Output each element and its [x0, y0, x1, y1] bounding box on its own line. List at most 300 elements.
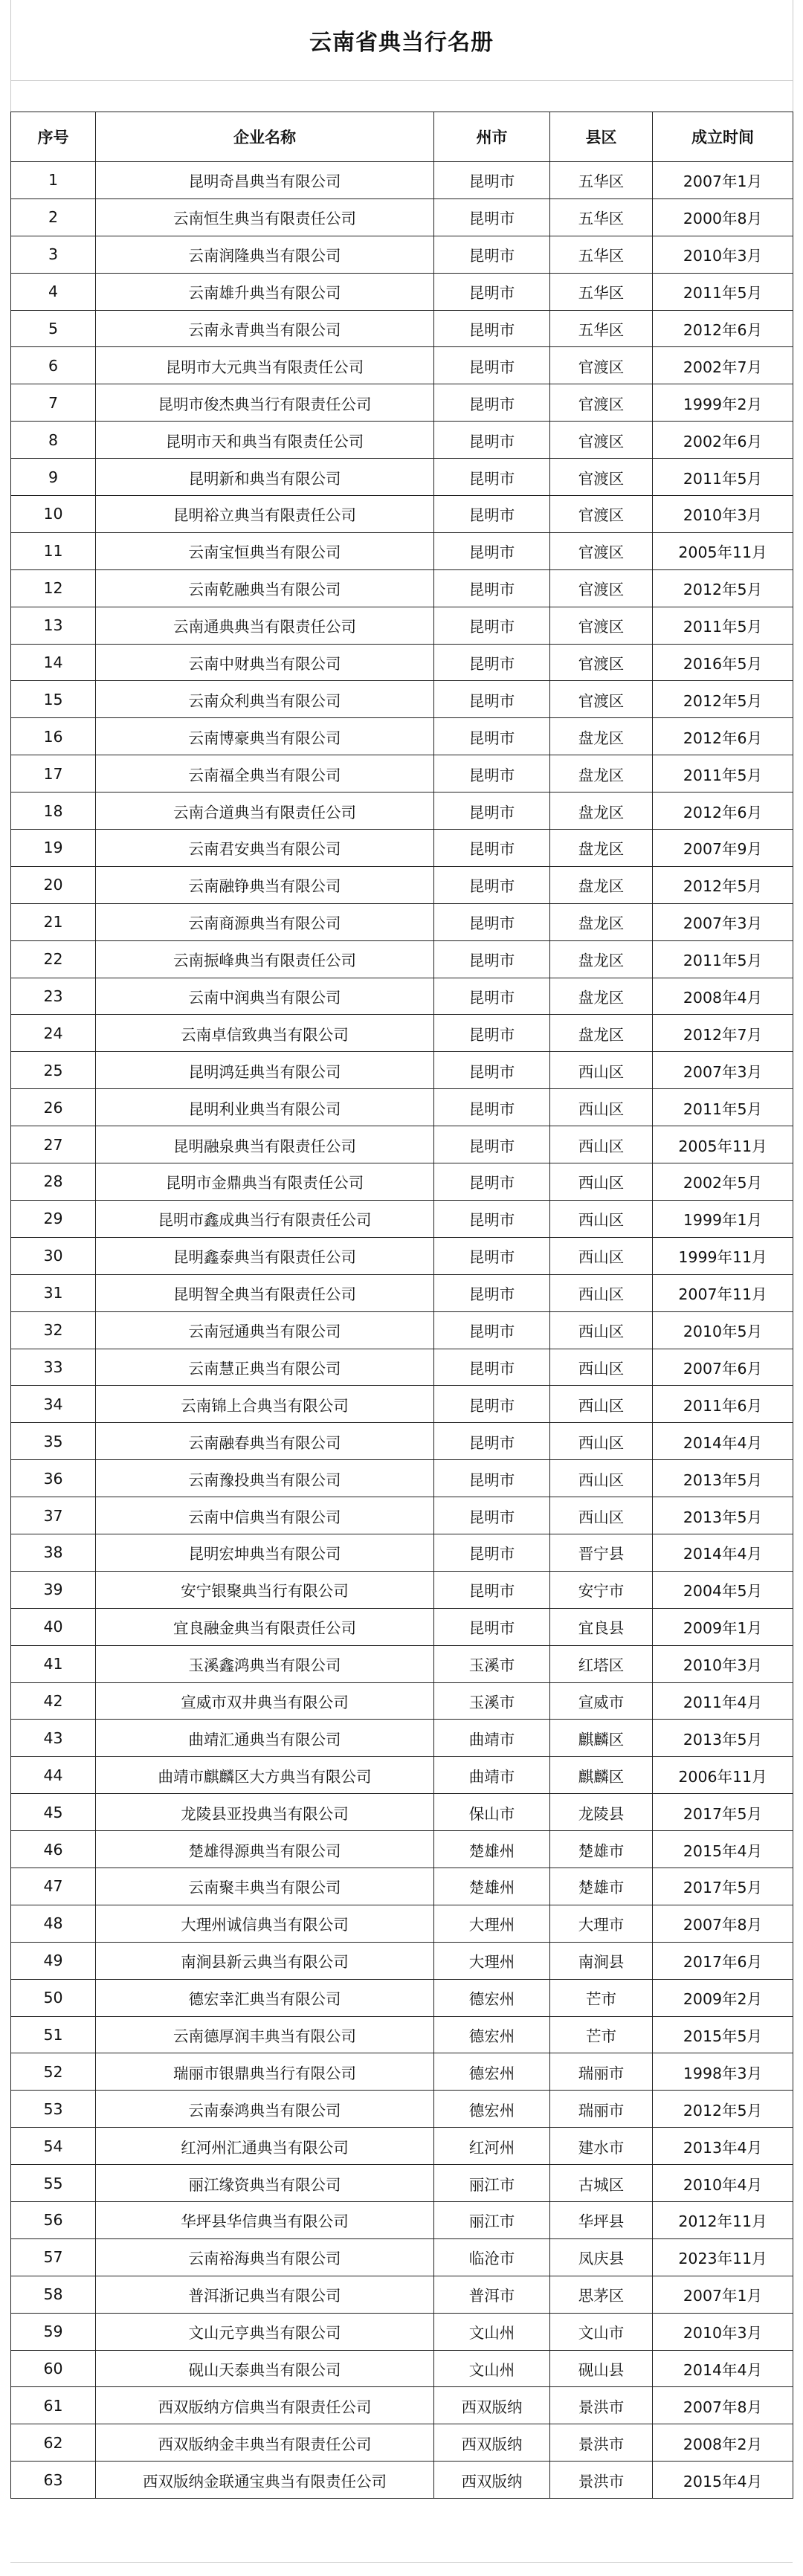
cell-established-date: 2007年8月	[653, 1905, 793, 1942]
table-row	[11, 2165, 793, 2202]
table-row	[11, 1460, 793, 1497]
cell-seq: 1	[11, 162, 96, 199]
cell-established-date: 2011年5月	[653, 940, 793, 978]
table-row	[11, 2053, 793, 2091]
cell-county: 西山区	[550, 1163, 653, 1201]
table-row	[11, 2238, 793, 2276]
cell-city: 昆明市	[434, 310, 550, 347]
cell-company-name: 楚雄得源典当有限公司	[96, 1831, 434, 1868]
cell-city: 昆明市	[434, 347, 550, 384]
cell-established-date: 2015年4月	[653, 1831, 793, 1868]
cell-company-name: 瑞丽市银鼎典当行有限公司	[96, 2053, 434, 2091]
cell-company-name: 昆明鸿廷典当有限公司	[96, 1052, 434, 1089]
cell-seq: 37	[11, 1497, 96, 1534]
cell-city: 昆明市	[434, 496, 550, 533]
cell-seq: 39	[11, 1571, 96, 1608]
cell-established-date: 2008年4月	[653, 978, 793, 1015]
cell-company-name: 德宏幸汇典当有限公司	[96, 1979, 434, 2016]
cell-established-date: 2011年4月	[653, 1682, 793, 1720]
cell-seq: 20	[11, 866, 96, 903]
cell-county: 官渡区	[550, 422, 653, 459]
cell-company-name: 云南融春典当有限公司	[96, 1423, 434, 1460]
cell-established-date: 1998年3月	[653, 2053, 793, 2091]
table-row	[11, 755, 793, 793]
cell-seq: 33	[11, 1349, 96, 1386]
table-row	[11, 310, 793, 347]
column-header-county: 县区	[550, 112, 653, 162]
cell-company-name: 云南泰鸿典当有限公司	[96, 2091, 434, 2128]
cell-established-date: 2002年6月	[653, 422, 793, 459]
cell-city: 红河州	[434, 2128, 550, 2165]
cell-city: 昆明市	[434, 1274, 550, 1311]
cell-county: 官渡区	[550, 384, 653, 422]
cell-established-date: 2004年5月	[653, 1571, 793, 1608]
cell-company-name: 云南聚丰典当有限公司	[96, 1868, 434, 1905]
cell-county: 芒市	[550, 2016, 653, 2053]
cell-county: 西山区	[550, 1052, 653, 1089]
cell-established-date: 2013年4月	[653, 2128, 793, 2165]
cell-company-name: 昆明市鑫成典当行有限责任公司	[96, 1200, 434, 1237]
cell-company-name: 昆明融泉典当有限责任公司	[96, 1126, 434, 1163]
cell-county: 盘龙区	[550, 940, 653, 978]
cell-county: 五华区	[550, 236, 653, 273]
cell-established-date: 2012年7月	[653, 1015, 793, 1052]
cell-company-name: 华坪县华信典当有限公司	[96, 2201, 434, 2238]
cell-company-name: 西双版纳金丰典当有限责任公司	[96, 2424, 434, 2462]
table-row	[11, 236, 793, 273]
table-row	[11, 1831, 793, 1868]
cell-established-date: 2011年5月	[653, 273, 793, 310]
cell-seq: 10	[11, 496, 96, 533]
cell-company-name: 云南裕海典当有限公司	[96, 2238, 434, 2276]
cell-county: 宜良县	[550, 1608, 653, 1645]
cell-city: 昆明市	[434, 1497, 550, 1534]
gridline	[10, 0, 11, 112]
cell-seq: 36	[11, 1460, 96, 1497]
cell-city: 楚雄州	[434, 1868, 550, 1905]
cell-county: 楚雄市	[550, 1868, 653, 1905]
cell-seq: 15	[11, 681, 96, 718]
cell-established-date: 1999年1月	[653, 1200, 793, 1237]
cell-company-name: 文山元亨典当有限公司	[96, 2313, 434, 2350]
cell-company-name: 云南众利典当有限公司	[96, 681, 434, 718]
cell-city: 玉溪市	[434, 1645, 550, 1682]
cell-established-date: 2017年6月	[653, 1942, 793, 1979]
cell-company-name: 云南中财典当有限公司	[96, 644, 434, 681]
cell-established-date: 2007年6月	[653, 1349, 793, 1386]
cell-company-name: 云南冠通典当有限公司	[96, 1311, 434, 1349]
cell-company-name: 云南中信典当有限公司	[96, 1497, 434, 1534]
cell-city: 昆明市	[434, 607, 550, 644]
cell-seq: 43	[11, 1720, 96, 1757]
cell-county: 龙陵县	[550, 1794, 653, 1831]
cell-city: 昆明市	[434, 422, 550, 459]
cell-established-date: 2011年5月	[653, 1089, 793, 1126]
cell-seq: 9	[11, 459, 96, 496]
cell-company-name: 云南卓信致典当有限公司	[96, 1015, 434, 1052]
table-row	[11, 1015, 793, 1052]
cell-city: 德宏州	[434, 2091, 550, 2128]
cell-established-date: 2014年4月	[653, 2350, 793, 2387]
cell-county: 文山市	[550, 2313, 653, 2350]
cell-city: 丽江市	[434, 2201, 550, 2238]
document-title: 云南省典当行名册	[309, 30, 494, 56]
cell-company-name: 云南德厚润丰典当有限公司	[96, 2016, 434, 2053]
cell-county: 盘龙区	[550, 866, 653, 903]
cell-city: 大理州	[434, 1942, 550, 1979]
cell-seq: 27	[11, 1126, 96, 1163]
cell-city: 昆明市	[434, 1460, 550, 1497]
column-header-name: 企业名称	[96, 112, 434, 162]
cell-seq: 41	[11, 1645, 96, 1682]
cell-city: 昆明市	[434, 532, 550, 569]
table-row	[11, 1349, 793, 1386]
cell-established-date: 2002年5月	[653, 1163, 793, 1201]
cell-established-date: 2012年6月	[653, 793, 793, 830]
table-row	[11, 1497, 793, 1534]
cell-company-name: 宜良融金典当有限责任公司	[96, 1608, 434, 1645]
cell-established-date: 2009年1月	[653, 1608, 793, 1645]
cell-established-date: 2014年4月	[653, 1534, 793, 1571]
cell-seq: 34	[11, 1386, 96, 1423]
cell-seq: 55	[11, 2165, 96, 2202]
cell-established-date: 2007年1月	[653, 2276, 793, 2313]
table-row	[11, 1571, 793, 1608]
cell-established-date: 2010年3月	[653, 496, 793, 533]
cell-company-name: 云南乾融典当有限公司	[96, 569, 434, 607]
cell-company-name: 云南雄升典当有限公司	[96, 273, 434, 310]
cell-established-date: 2005年11月	[653, 532, 793, 569]
cell-established-date: 2017年5月	[653, 1868, 793, 1905]
cell-established-date: 2010年3月	[653, 236, 793, 273]
cell-city: 昆明市	[434, 1349, 550, 1386]
cell-company-name: 红河州汇通典当有限公司	[96, 2128, 434, 2165]
cell-city: 昆明市	[434, 978, 550, 1015]
cell-established-date: 2002年7月	[653, 347, 793, 384]
cell-city: 昆明市	[434, 162, 550, 199]
cell-established-date: 2013年5月	[653, 1460, 793, 1497]
cell-city: 文山州	[434, 2313, 550, 2350]
cell-established-date: 2014年4月	[653, 1423, 793, 1460]
cell-seq: 6	[11, 347, 96, 384]
table-row	[11, 2424, 793, 2462]
table-row	[11, 1126, 793, 1163]
cell-county: 官渡区	[550, 496, 653, 533]
cell-county: 西山区	[550, 1423, 653, 1460]
cell-seq: 4	[11, 273, 96, 310]
cell-county: 晋宁县	[550, 1534, 653, 1571]
cell-established-date: 2007年3月	[653, 1052, 793, 1089]
cell-company-name: 昆明市天和典当有限责任公司	[96, 422, 434, 459]
cell-seq: 18	[11, 793, 96, 830]
column-header-date: 成立时间	[653, 112, 793, 162]
cell-city: 玉溪市	[434, 1682, 550, 1720]
cell-company-name: 龙陵县亚投典当有限公司	[96, 1794, 434, 1831]
cell-city: 昆明市	[434, 681, 550, 718]
cell-county: 西山区	[550, 1386, 653, 1423]
table-body	[11, 162, 793, 2499]
cell-company-name: 云南豫投典当有限公司	[96, 1460, 434, 1497]
pawnshop-roster-table	[10, 112, 793, 2499]
cell-established-date: 2013年5月	[653, 1720, 793, 1757]
cell-company-name: 昆明裕立典当有限责任公司	[96, 496, 434, 533]
cell-company-name: 云南宝恒典当有限公司	[96, 532, 434, 569]
cell-established-date: 2007年11月	[653, 1274, 793, 1311]
table-row	[11, 496, 793, 533]
gridline	[10, 2562, 793, 2563]
cell-established-date: 2005年11月	[653, 1126, 793, 1163]
cell-seq: 13	[11, 607, 96, 644]
cell-county: 西山区	[550, 1200, 653, 1237]
cell-seq: 49	[11, 1942, 96, 1979]
cell-company-name: 宣威市双井典当有限公司	[96, 1682, 434, 1720]
cell-city: 昆明市	[434, 755, 550, 793]
cell-company-name: 曲靖汇通典当有限公司	[96, 1720, 434, 1757]
table-row	[11, 1905, 793, 1942]
cell-seq: 54	[11, 2128, 96, 2165]
cell-company-name: 西双版纳金联通宝典当有限责任公司	[96, 2462, 434, 2499]
cell-seq: 23	[11, 978, 96, 1015]
cell-city: 西双版纳	[434, 2424, 550, 2462]
gridline	[10, 80, 793, 81]
cell-established-date: 2012年5月	[653, 866, 793, 903]
table-row	[11, 1089, 793, 1126]
cell-city: 昆明市	[434, 1200, 550, 1237]
cell-company-name: 昆明市大元典当有限责任公司	[96, 347, 434, 384]
cell-county: 五华区	[550, 273, 653, 310]
cell-seq: 50	[11, 1979, 96, 2016]
cell-seq: 22	[11, 940, 96, 978]
table-row	[11, 1274, 793, 1311]
table-row	[11, 198, 793, 236]
cell-company-name: 南涧县新云典当有限公司	[96, 1942, 434, 1979]
cell-city: 昆明市	[434, 384, 550, 422]
cell-county: 官渡区	[550, 569, 653, 607]
table-row	[11, 2128, 793, 2165]
cell-company-name: 玉溪鑫鸿典当有限公司	[96, 1645, 434, 1682]
cell-county: 西山区	[550, 1311, 653, 1349]
cell-company-name: 昆明利业典当有限公司	[96, 1089, 434, 1126]
cell-county: 盘龙区	[550, 718, 653, 755]
cell-established-date: 2013年5月	[653, 1497, 793, 1534]
cell-seq: 53	[11, 2091, 96, 2128]
cell-seq: 62	[11, 2424, 96, 2462]
table-row	[11, 1645, 793, 1682]
cell-seq: 12	[11, 569, 96, 607]
cell-county: 红塔区	[550, 1645, 653, 1682]
cell-established-date: 2007年9月	[653, 830, 793, 867]
cell-county: 凤庆县	[550, 2238, 653, 2276]
table-row	[11, 718, 793, 755]
cell-city: 昆明市	[434, 1423, 550, 1460]
cell-seq: 59	[11, 2313, 96, 2350]
table-row	[11, 978, 793, 1015]
table-row	[11, 1682, 793, 1720]
cell-seq: 32	[11, 1311, 96, 1349]
cell-company-name: 大理州诚信典当有限公司	[96, 1905, 434, 1942]
cell-county: 盘龙区	[550, 978, 653, 1015]
cell-seq: 52	[11, 2053, 96, 2091]
cell-company-name: 安宁银聚典当行有限公司	[96, 1571, 434, 1608]
cell-seq: 42	[11, 1682, 96, 1720]
table-row	[11, 2201, 793, 2238]
cell-county: 西山区	[550, 1349, 653, 1386]
column-header-seq: 序号	[11, 112, 96, 162]
cell-established-date: 2010年3月	[653, 2313, 793, 2350]
cell-established-date: 2009年2月	[653, 1979, 793, 2016]
cell-established-date: 2017年5月	[653, 1794, 793, 1831]
table-row	[11, 2313, 793, 2350]
cell-company-name: 昆明宏坤典当有限公司	[96, 1534, 434, 1571]
cell-county: 官渡区	[550, 644, 653, 681]
cell-company-name: 云南君安典当有限公司	[96, 830, 434, 867]
cell-company-name: 砚山天泰典当有限公司	[96, 2350, 434, 2387]
cell-seq: 45	[11, 1794, 96, 1831]
cell-city: 昆明市	[434, 569, 550, 607]
cell-city: 德宏州	[434, 2016, 550, 2053]
cell-company-name: 云南合道典当有限责任公司	[96, 793, 434, 830]
table-row	[11, 1386, 793, 1423]
cell-seq: 44	[11, 1757, 96, 1794]
cell-city: 昆明市	[434, 866, 550, 903]
table-row	[11, 1794, 793, 1831]
table-row	[11, 347, 793, 384]
cell-company-name: 云南福全典当有限公司	[96, 755, 434, 793]
cell-county: 瑞丽市	[550, 2091, 653, 2128]
cell-county: 五华区	[550, 310, 653, 347]
cell-established-date: 1999年11月	[653, 1237, 793, 1274]
cell-seq: 56	[11, 2201, 96, 2238]
cell-seq: 29	[11, 1200, 96, 1237]
cell-established-date: 2012年11月	[653, 2201, 793, 2238]
cell-company-name: 云南慧正典当有限公司	[96, 1349, 434, 1386]
cell-company-name: 昆明新和典当有限公司	[96, 459, 434, 496]
table-row	[11, 2462, 793, 2499]
cell-seq: 5	[11, 310, 96, 347]
cell-city: 西双版纳	[434, 2462, 550, 2499]
cell-city: 昆明市	[434, 1311, 550, 1349]
cell-city: 楚雄州	[434, 1831, 550, 1868]
table-row	[11, 1163, 793, 1201]
cell-county: 官渡区	[550, 532, 653, 569]
cell-city: 昆明市	[434, 903, 550, 940]
cell-county: 盘龙区	[550, 830, 653, 867]
cell-company-name: 云南通典典当有限责任公司	[96, 607, 434, 644]
cell-company-name: 昆明市俊杰典当行有限责任公司	[96, 384, 434, 422]
cell-established-date: 2010年4月	[653, 2165, 793, 2202]
table-row	[11, 1979, 793, 2016]
cell-seq: 51	[11, 2016, 96, 2053]
cell-established-date: 2011年6月	[653, 1386, 793, 1423]
table-row	[11, 1868, 793, 1905]
cell-county: 景洪市	[550, 2462, 653, 2499]
cell-seq: 17	[11, 755, 96, 793]
cell-company-name: 云南润隆典当有限公司	[96, 236, 434, 273]
cell-company-name: 云南振峰典当有限责任公司	[96, 940, 434, 978]
cell-established-date: 2007年8月	[653, 2387, 793, 2424]
cell-county: 五华区	[550, 162, 653, 199]
cell-established-date: 2015年4月	[653, 2462, 793, 2499]
table-row	[11, 681, 793, 718]
cell-county: 景洪市	[550, 2424, 653, 2462]
cell-seq: 31	[11, 1274, 96, 1311]
table-row	[11, 830, 793, 867]
cell-company-name: 云南博豪典当有限公司	[96, 718, 434, 755]
table-row	[11, 1942, 793, 1979]
cell-city: 曲靖市	[434, 1757, 550, 1794]
table-row	[11, 1200, 793, 1237]
cell-established-date: 2000年8月	[653, 198, 793, 236]
cell-company-name: 云南融铮典当有限公司	[96, 866, 434, 903]
cell-seq: 28	[11, 1163, 96, 1201]
cell-county: 西山区	[550, 1460, 653, 1497]
cell-established-date: 2011年5月	[653, 607, 793, 644]
cell-city: 大理州	[434, 1905, 550, 1942]
cell-established-date: 2012年6月	[653, 718, 793, 755]
cell-county: 瑞丽市	[550, 2053, 653, 2091]
cell-seq: 57	[11, 2238, 96, 2276]
cell-city: 昆明市	[434, 718, 550, 755]
cell-city: 昆明市	[434, 273, 550, 310]
cell-seq: 40	[11, 1608, 96, 1645]
cell-county: 官渡区	[550, 347, 653, 384]
cell-county: 古城区	[550, 2165, 653, 2202]
cell-company-name: 昆明奇昌典当有限公司	[96, 162, 434, 199]
cell-city: 昆明市	[434, 236, 550, 273]
cell-city: 昆明市	[434, 1089, 550, 1126]
cell-county: 盘龙区	[550, 755, 653, 793]
table-row	[11, 2387, 793, 2424]
cell-established-date: 2012年5月	[653, 2091, 793, 2128]
cell-seq: 60	[11, 2350, 96, 2387]
cell-city: 昆明市	[434, 1052, 550, 1089]
cell-city: 西双版纳	[434, 2387, 550, 2424]
table-row	[11, 273, 793, 310]
table-row	[11, 2091, 793, 2128]
cell-county: 盘龙区	[550, 1015, 653, 1052]
cell-county: 思茅区	[550, 2276, 653, 2313]
cell-county: 西山区	[550, 1126, 653, 1163]
table-header-row	[11, 112, 793, 162]
cell-established-date: 2007年1月	[653, 162, 793, 199]
cell-established-date: 2012年6月	[653, 310, 793, 347]
cell-seq: 47	[11, 1868, 96, 1905]
table-row	[11, 866, 793, 903]
cell-company-name: 西双版纳方信典当有限责任公司	[96, 2387, 434, 2424]
cell-established-date: 2023年11月	[653, 2238, 793, 2276]
cell-seq: 30	[11, 1237, 96, 1274]
cell-city: 昆明市	[434, 1534, 550, 1571]
cell-established-date: 2007年3月	[653, 903, 793, 940]
table-row	[11, 162, 793, 199]
cell-city: 昆明市	[434, 830, 550, 867]
cell-established-date: 2008年2月	[653, 2424, 793, 2462]
cell-established-date: 2015年5月	[653, 2016, 793, 2053]
cell-company-name: 昆明市金鼎典当有限责任公司	[96, 1163, 434, 1201]
cell-city: 文山州	[434, 2350, 550, 2387]
cell-seq: 46	[11, 1831, 96, 1868]
cell-established-date: 2010年3月	[653, 1645, 793, 1682]
cell-established-date: 2012年5月	[653, 569, 793, 607]
cell-county: 安宁市	[550, 1571, 653, 1608]
table-row	[11, 384, 793, 422]
table-row	[11, 793, 793, 830]
cell-company-name: 普洱浙记典当有限公司	[96, 2276, 434, 2313]
cell-seq: 14	[11, 644, 96, 681]
cell-established-date: 2012年5月	[653, 681, 793, 718]
table-row	[11, 422, 793, 459]
table-row	[11, 903, 793, 940]
